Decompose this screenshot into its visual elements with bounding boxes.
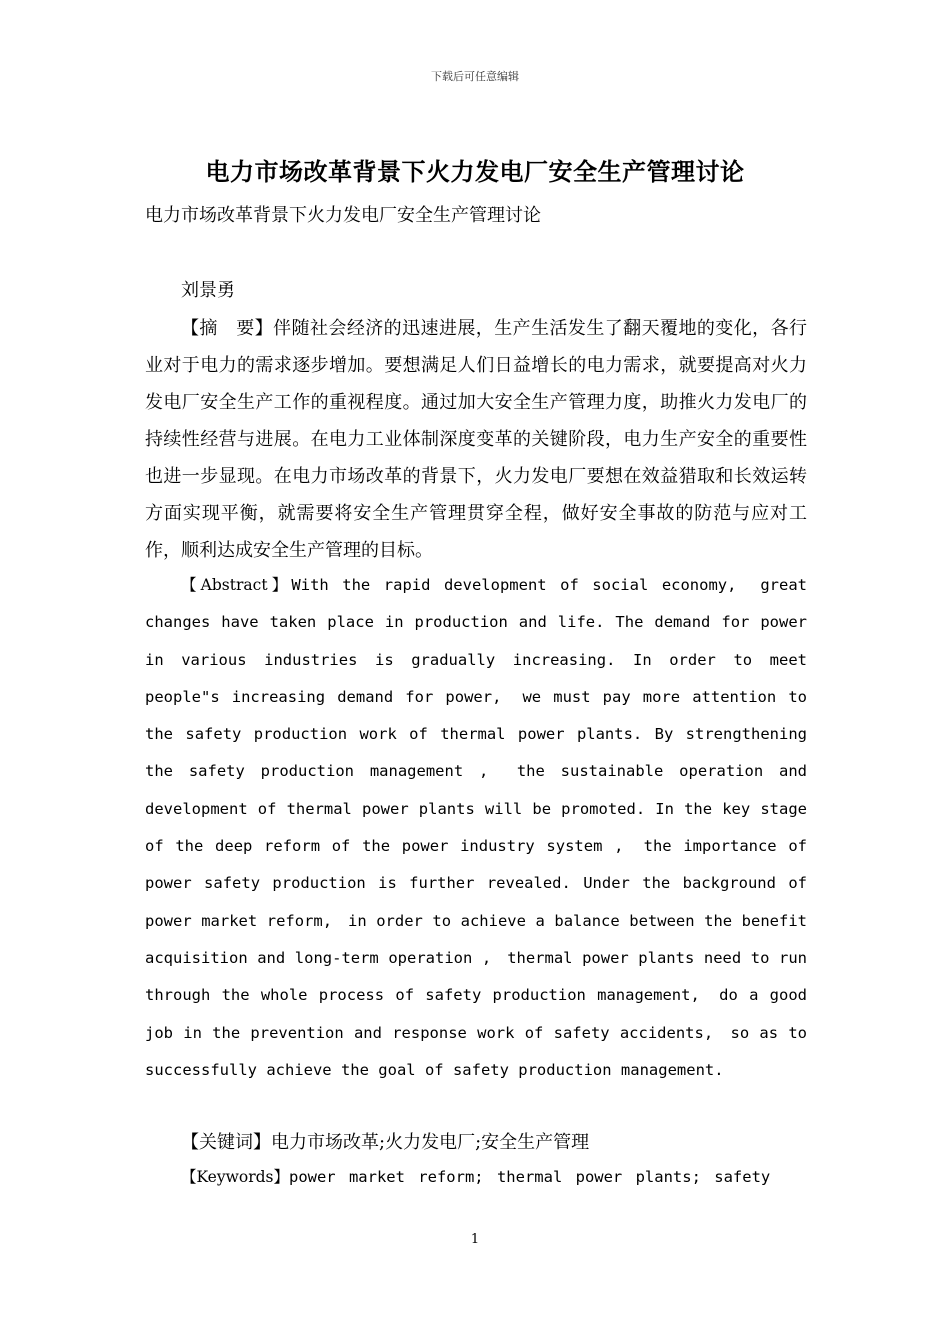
abstract-chinese-label: 【摘 要】 — [181, 318, 274, 339]
page-number: 1 — [470, 1232, 480, 1247]
keywords-chinese-label: 【关键词】 — [181, 1132, 271, 1153]
keywords-chinese-text: 电力市场改革;火力发电厂;安全生产管理 — [271, 1132, 590, 1153]
keywords-english — [181, 1165, 807, 1187]
abstract-english-text: With the rapid development of social economy, great changes have taken place in production and life. The demand for power in various industries is gradually increasing. In order to meet people"s increasing demand for power, we must pay more attention to the safety production work of thermal power plants. By strengthening the safety production management , the sustainable operation and development of thermal power plants will be promoted. In the key stage of the deep reform of the power industry system , the importance of power safety production is further revealed. Under the background of power market reform, in order to achieve a balance between the benefit acquisition and long-term operation , thermal power plants need to run through the whole process of safety production management, do a good job in the prevention and response work of safety accidents, so as to successfully achieve the goal of safety production management. — [145, 576, 807, 1079]
abstract-chinese — [145, 310, 807, 569]
document-subtitle: 电力市场改革背景下火力发电厂安全生产管理讨论 — [145, 205, 541, 226]
author-name: 刘景勇 — [181, 280, 235, 301]
abstract-chinese-text: 伴随社会经济的迅速进展，生产生活发生了翻天覆地的变化，各行业对于电力的需求逐步增加。要想满足人们日益增长的电力需求，就要提高对火力发电厂安全生产工作的重视程度。通过加大安全生产管理力度，助推火力发电厂的持续性经营与进展。在电力工业体制深度变革的关键阶段，电力生产安全的重要性也进一步显现。在电力市场改革的背景下，火力发电厂要想在效益猎取和长效运转方面实现平衡，就需要将安全生产管理贯穿全程，做好安全事故的防范与应对工作，顺利达成安全生产管理的目标。 — [145, 318, 808, 561]
keywords-english-text: power market reform; thermal power plants; safety — [288, 1168, 771, 1186]
keywords-chinese — [181, 1128, 589, 1154]
header-note: 下载后可任意编辑 — [431, 70, 519, 83]
abstract-english — [145, 567, 807, 1089]
document-title: 电力市场改革背景下火力发电厂安全生产管理讨论 — [205, 157, 745, 186]
abstract-english-label: 【Abstract】 — [181, 576, 292, 594]
keywords-english-label: 【Keywords】 — [181, 1168, 289, 1186]
